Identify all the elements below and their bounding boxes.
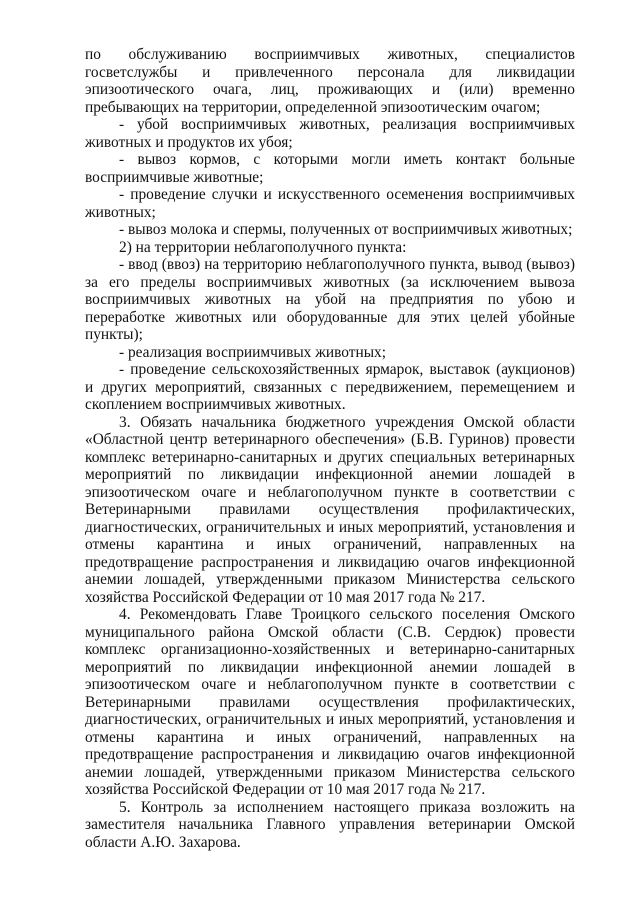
paragraph-item-5: 5. Контроль за исполнением настоящего приказа возложить на заместителя начальника Главного управления ветеринарии Омской области А.Ю. Захарова. [85,798,575,851]
list-item-breeding: - проведение случки и искусственного осеменения восприимчивых животных; [85,186,575,221]
subheading-unfavorable-point: 2) на территории неблагополучного пункта: [119,238,407,256]
list-item-animal-sale: - реализация восприимчивых животных; [119,343,387,361]
paragraph-item-3: 3. Обязать начальника бюджетного учреждения Омской области «Областной центр ветеринарного обеспечения» (Б.В. Гуринов) провести комплекс ветеринарно-санитарных и других специальных ветеринарных мероприятий по ликвидации инфекционной анемии лошадей в эпизоотическом очаге и неблагополучном пункте в соответствии с Ветеринарными правилами осуществления профилактических, диагностических, ограничительных и иных мероприятий, установления и отмены карантина и иных ограничений, направленных на предотвращение распространения и ликвидацию очагов инфекционной анемии лошадей, утвержденными приказом Министерства сельского хозяйства Российской Федерации от 10 мая 2017 года № 217. [85,413,575,606]
list-item-milk-removal: - вывоз молока и спермы, полученных от восприимчивых животных; [119,221,573,238]
list-item-animal-transport: - ввод (ввоз) на территорию неблагополучного пункта, вывод (вывоз) за его пределы восприимчивых животных (за исключением вывоза восприимчивых животных на убой на предприятия по убою и переработке животных или оборудованные для этих целей убойные пункты); [85,256,575,343]
paragraph-item-4: 4. Рекомендовать Главе Троицкого сельского поселения Омского муниципального района Омской области (С.В. Сердюк) провести комплекс организационно-хозяйственных и ветеринарно-санитарных мероприятий по ликвидации инфекционной анемии лошадей в эпизоотическом очаге и неблагополучном пункте в соответствии с Ветеринарными правилами осуществления профилактических, диагностических, ограничительных и иных мероприятий, установления и отмены карантина и иных ограничений, направленных на предотвращение распространения и ликвидацию очагов инфекционной анемии лошадей, утвержденными приказом Министерства сельского хозяйства Российской Федерации от 10 мая 2017 года № 217. [85,606,575,798]
document-page [85,46,575,851]
list-item-fairs: - проведение сельскохозяйственных ярмарок, выставок (аукционов) и других мероприятий, связанных с передвижением, перемещением и скоплением восприимчивых животных. [85,361,575,413]
paragraph-restrictions-continued: по обслуживанию восприимчивых животных, специалистов госветслужбы и привлеченного персонала для ликвидации эпизоотического очага, лиц, проживающих и (или) временно пребывающих на территории, определенной эпизоотическим очагом; [85,46,575,116]
list-item-feed-removal: - вывоз кормов, с которыми могли иметь контакт больные восприимчивые животные; [85,151,575,186]
list-item-slaughter: - убой восприимчивых животных, реализация восприимчивых животных и продуктов их убоя; [85,116,575,151]
